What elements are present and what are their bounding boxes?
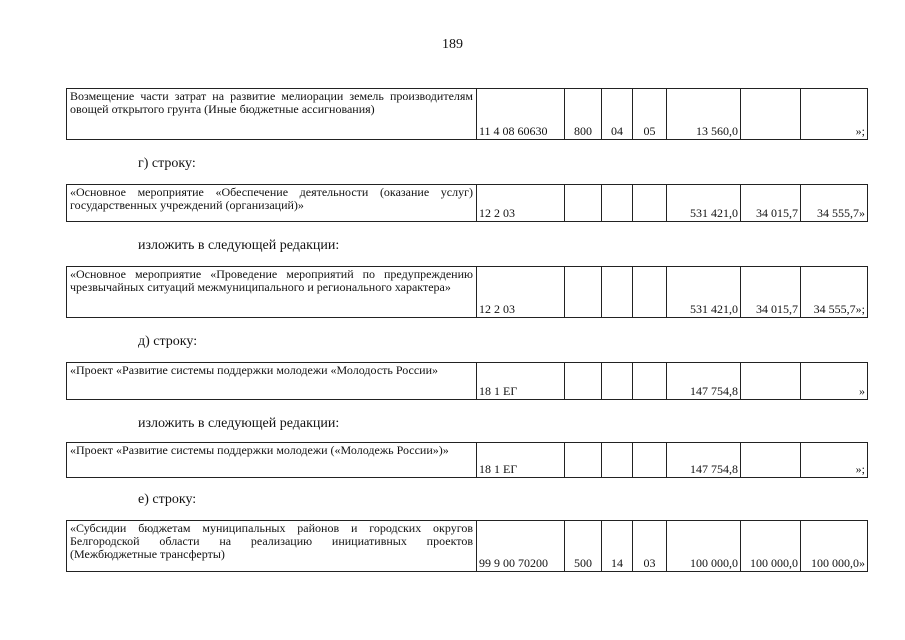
budget-table-row-3: [66, 362, 868, 400]
table-row: [67, 443, 868, 478]
page-number: 189: [442, 37, 463, 52]
expense-type-cell: [565, 267, 602, 318]
target-code-cell: 99 9 00 70200: [477, 521, 565, 572]
row-name-cell: Возмещение части затрат на развитие мелиорации земель производителям овощей открытого грунта (Иные бюджетные ассигнования): [67, 89, 477, 140]
section-cell: [602, 267, 633, 318]
expense-type-cell: 500: [565, 521, 602, 572]
amount-cell-2: [741, 363, 801, 400]
table-row: [67, 521, 868, 572]
subsection-cell: [633, 185, 667, 222]
subsection-cell: 03: [633, 521, 667, 572]
instruction-heading: е) строку:: [138, 492, 197, 507]
table-row: [67, 363, 868, 400]
instruction-heading: изложить в следующей редакции:: [138, 416, 340, 431]
subsection-cell: 05: [633, 89, 667, 140]
instruction-heading: д) строку:: [138, 334, 198, 349]
amount-cell-3: »: [801, 363, 868, 400]
target-code-cell: 12 2 03: [477, 185, 565, 222]
amount-cell-1: 13 560,0: [667, 89, 741, 140]
section-cell: [602, 363, 633, 400]
expense-type-cell: [565, 443, 602, 478]
expense-type-cell: 800: [565, 89, 602, 140]
amount-cell-2: 100 000,0: [741, 521, 801, 572]
amount-cell-1: 147 754,8: [667, 443, 741, 478]
budget-table-row-1: [66, 184, 868, 222]
target-code-cell: 12 2 03: [477, 267, 565, 318]
row-name-cell: «Проект «Развитие системы поддержки молодежи («Молодежь России»)»: [67, 443, 477, 478]
target-code-cell: 18 1 ЕГ: [477, 363, 565, 400]
amount-cell-1: 531 421,0: [667, 185, 741, 222]
instruction-heading: изложить в следующей редакции:: [138, 238, 340, 253]
row-name-cell: «Субсидии бюджетам муниципальных районов и городских округов Белгородской области на реализацию инициативных проектов (Межбюджетные трансферты): [67, 521, 477, 572]
budget-table-row-2: [66, 266, 868, 318]
budget-table-row-5: [66, 520, 868, 572]
table-row: [67, 267, 868, 318]
amount-cell-2: 34 015,7: [741, 267, 801, 318]
amount-cell-3: 100 000,0»: [801, 521, 868, 572]
section-cell: 04: [602, 89, 633, 140]
amount-cell-2: 34 015,7: [741, 185, 801, 222]
subsection-cell: [633, 267, 667, 318]
expense-type-cell: [565, 363, 602, 400]
target-code-cell: 18 1 ЕГ: [477, 443, 565, 478]
budget-table-row-4: [66, 442, 868, 478]
expense-type-cell: [565, 185, 602, 222]
amount-cell-1: 100 000,0: [667, 521, 741, 572]
amount-cell-3: »;: [801, 443, 868, 478]
amount-cell-3: 34 555,7»;: [801, 267, 868, 318]
subsection-cell: [633, 363, 667, 400]
amount-cell-2: [741, 443, 801, 478]
amount-cell-1: 531 421,0: [667, 267, 741, 318]
instruction-heading: г) строку:: [138, 156, 196, 171]
section-cell: 14: [602, 521, 633, 572]
amount-cell-1: 147 754,8: [667, 363, 741, 400]
amount-cell-2: [741, 89, 801, 140]
table-row: [67, 89, 868, 140]
amount-cell-3: »;: [801, 89, 868, 140]
row-name-cell: «Проект «Развитие системы поддержки молодежи «Молодость России»: [67, 363, 477, 400]
table-row: [67, 185, 868, 222]
section-cell: [602, 443, 633, 478]
subsection-cell: [633, 443, 667, 478]
section-cell: [602, 185, 633, 222]
amount-cell-3: 34 555,7»: [801, 185, 868, 222]
row-name-cell: «Основное мероприятие «Проведение мероприятий по предупреждению чрезвычайных ситуаций межмуниципального и регионального характера»: [67, 267, 477, 318]
budget-table-row-0: [66, 88, 868, 140]
row-name-cell: «Основное мероприятие «Обеспечение деятельности (оказание услуг) государственных учреждений (организаций)»: [67, 185, 477, 222]
target-code-cell: 11 4 08 60630: [477, 89, 565, 140]
